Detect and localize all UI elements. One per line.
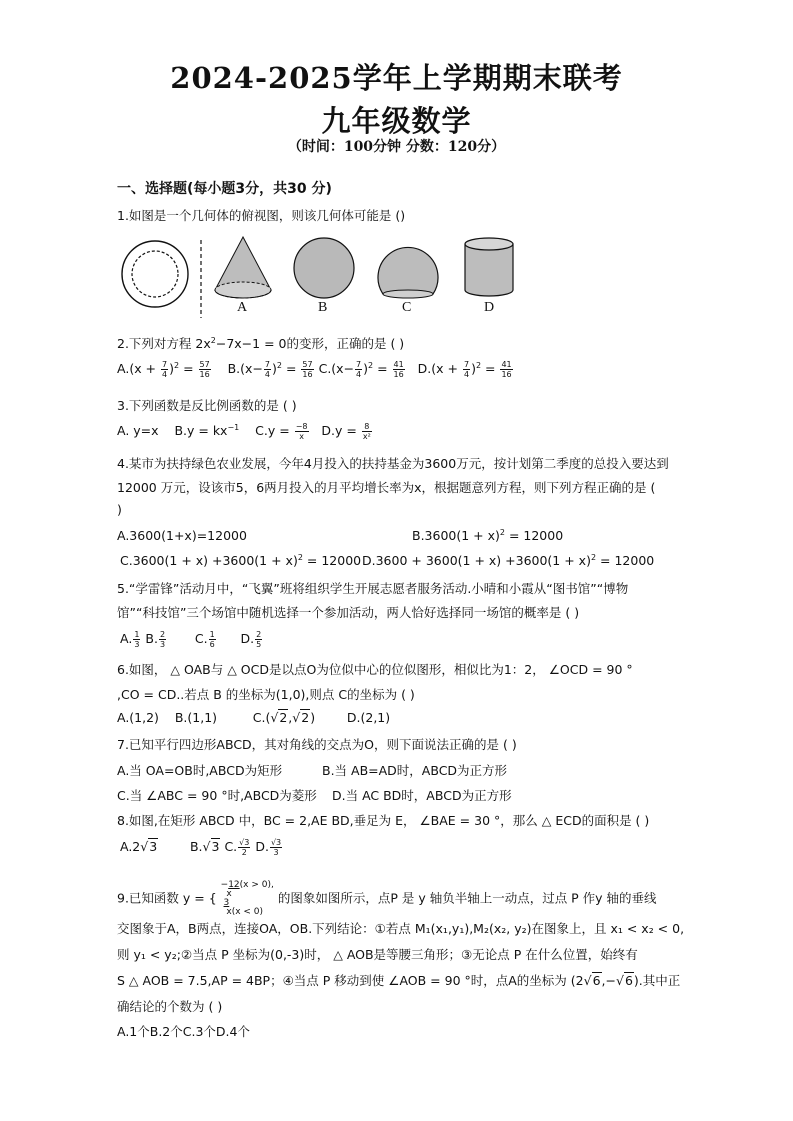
figure-label-c: C — [402, 300, 412, 315]
q2-options — [117, 360, 514, 379]
q6-option-a: A.(1,2) — [117, 710, 159, 725]
q9-line3: 则 y₁ < y₂;②当点 P 坐标为(0,-3)时， △ AOB是等腰三角形；③无论点 P 在什么位置，始终有 — [117, 947, 638, 962]
q9-line2: 交图象于A，B两点，连接OA，OB.下列结论：①若点 M₁(x₁,y₁),M₂(x₂, y₂)在图象上，且 x₁ < x₂ < 0, — [117, 921, 685, 936]
q5-option-d: D. $\frac{2}{5}$ — [240, 630, 262, 649]
q8-stem: 8.如图,在矩形 ABCD 中，BC = 2,AE BD,垂足为 E， ∠BAE = 30 °，那么 △ ECD的面积是 ( ) — [117, 813, 650, 828]
q3-option-c: C.y = $\frac{-8}{x}$ — [255, 422, 308, 441]
q5-option-a: A. $\frac{1}{3}$ — [120, 630, 140, 649]
top-view-figure — [122, 241, 188, 307]
q5-options — [120, 630, 263, 649]
q8-options — [120, 838, 283, 857]
q4-option-d: $D.3600 + 3600(1 + x) +3600(1 + x)^2 = 12000$ — [362, 553, 655, 569]
q8-option-c: C. $\frac{√3}{2}$ — [224, 838, 250, 857]
figure-label-a: A — [237, 300, 248, 315]
q9-piecewise: −12(x > 0), x 3 x(x < 0) — [220, 880, 274, 917]
q4-line1: 4.某市为扶持绿色农业发展，今年4月投入的扶持基金为3600万元，按计划第二季度的总投入要达到 — [117, 456, 669, 471]
q6-option-d: D.(2,1) — [346, 710, 391, 725]
q3-option-d: D.y = $\frac{8}{\text{x²}}$ — [321, 422, 371, 441]
q2-option-d: D.(x + $\frac{7}{4}$ )$^2$ = $\frac{41}{16}$ — [417, 360, 512, 379]
q5-line1: 5.“学雷锋”活动月中，“飞翼”班将组织学生开展志愿者服务活动.小晴和小霞从“图书馆”“博物 — [117, 581, 629, 596]
figure-label-d: D — [484, 300, 495, 315]
q4-option-a: A.3600(1+x)=12000 — [117, 528, 247, 543]
q6-line1: 6.如图， △ OAB与 △ OCD是以点O为位似中心的位似图形，相似比为1：2， ∠OCD = 90 ° — [117, 662, 633, 677]
q1-stem: 1.如图是一个几何体的俯视图，则该几何体可能是 () — [117, 208, 406, 223]
figure-label-b: B — [318, 300, 328, 315]
q3-stem: 3.下列函数是反比例函数的是 ( ) — [117, 398, 297, 413]
q7-option-c: C.当 ∠ABC = 90 °时,ABCD为菱形 — [117, 788, 317, 803]
cylinder-figure — [465, 238, 513, 296]
q2-stem: 2.下列对方程 $2x^2-7x-1 = 0$的变形，正确的是 ( ) — [117, 335, 405, 351]
q5-line2: 馆”“科技馆”三个场馆中随机选择一个参加活动，两人恰好选择同一场馆的概率是 ( ) — [117, 605, 580, 620]
q4-line3: ) — [117, 502, 122, 517]
q5-option-b: B. $\frac{2}{3}$ — [145, 630, 166, 649]
q4-option-b: $B.3600(1 + x)^2 = 12000$ — [412, 528, 564, 544]
q2-option-a: A.(x + $\frac{7}{4}$ )$^2$ = $\frac{57}{16}$ — [117, 360, 210, 379]
exam-subject: 九年级数学 — [321, 104, 472, 138]
exam-title: 2024-2025学年上学期期末联考 — [170, 61, 623, 95]
q8-option-b: B.√3 — [189, 839, 220, 854]
q7-option-b: B.当 AB=AD时，ABCD为正方形 — [322, 763, 508, 778]
q7-option-d: D.当 AC BD时，ABCD为正方形 — [332, 788, 512, 803]
q3-option-a: A. y=x — [117, 423, 159, 438]
q2-option-c: C.(x− $\frac{7}{4}$ )$^2$ = $\frac{41}{16}$ — [318, 360, 404, 379]
sphere-figure — [294, 238, 354, 298]
q6-option-b: B.(1,1) — [174, 710, 218, 725]
q7-option-a: A.当 OA=OB时,ABCD为矩形 — [117, 763, 283, 778]
q6-options — [117, 710, 390, 725]
q9-line4: S △ AOB = 7.5,AP = 4BP；④当点 P 移动到使 ∠AOB = 90 °时，点A的坐标为 (2√6,−√6).其中正 — [117, 973, 681, 988]
q6-line2: ,CO = CD..若点 B 的坐标为(1,0),则点 C的坐标为 ( ) — [117, 687, 415, 702]
q5-option-c: C. $\frac{1}{6}$ — [194, 630, 215, 649]
q7-stem: 7.已知平行四边形ABCD，其对角线的交点为O，则下面说法正确的是 ( ) — [117, 737, 517, 752]
q8-option-d: D. $\frac{√3}{3}$ — [255, 838, 282, 857]
truncated-sphere-figure — [378, 247, 438, 298]
cone-figure — [215, 237, 271, 298]
q9-stem: 9.已知函数 y = { −12(x > 0), x 3 x(x < 0) 的图象如图所示，点P 是 y 轴负半轴上一动点，过点 P 作y 轴的垂线 — [117, 880, 657, 917]
exam-info: （时间：100分钟 分数：120分） — [287, 139, 506, 155]
q2-option-b: B.(x− $\frac{7}{4}$ )$^2$ = $\frac{57}{16}$ — [227, 360, 313, 379]
q4-line2: 12000 万元，设该市5，6两月投入的月平均增长率为x，根据题意列方程，则下列方程正确的是 ( — [117, 480, 656, 495]
q4-option-c: $C.3600(1 + x) +3600(1 + x)^2 = 12000$ — [120, 553, 362, 569]
q9-options: A.1个B.2个C.3个D.4个 — [117, 1024, 250, 1039]
q8-option-a: A.2√3 — [120, 839, 158, 854]
q6-option-c: C.(√2,√2) — [252, 710, 316, 725]
section-heading: 一、选择题(每小题3分，共30 分) — [117, 181, 332, 197]
q3-option-b: $B.y = kx^{-1}$ — [174, 422, 240, 438]
q3-options — [117, 422, 373, 441]
q9-line5: 确结论的个数为 ( ) — [117, 999, 223, 1014]
